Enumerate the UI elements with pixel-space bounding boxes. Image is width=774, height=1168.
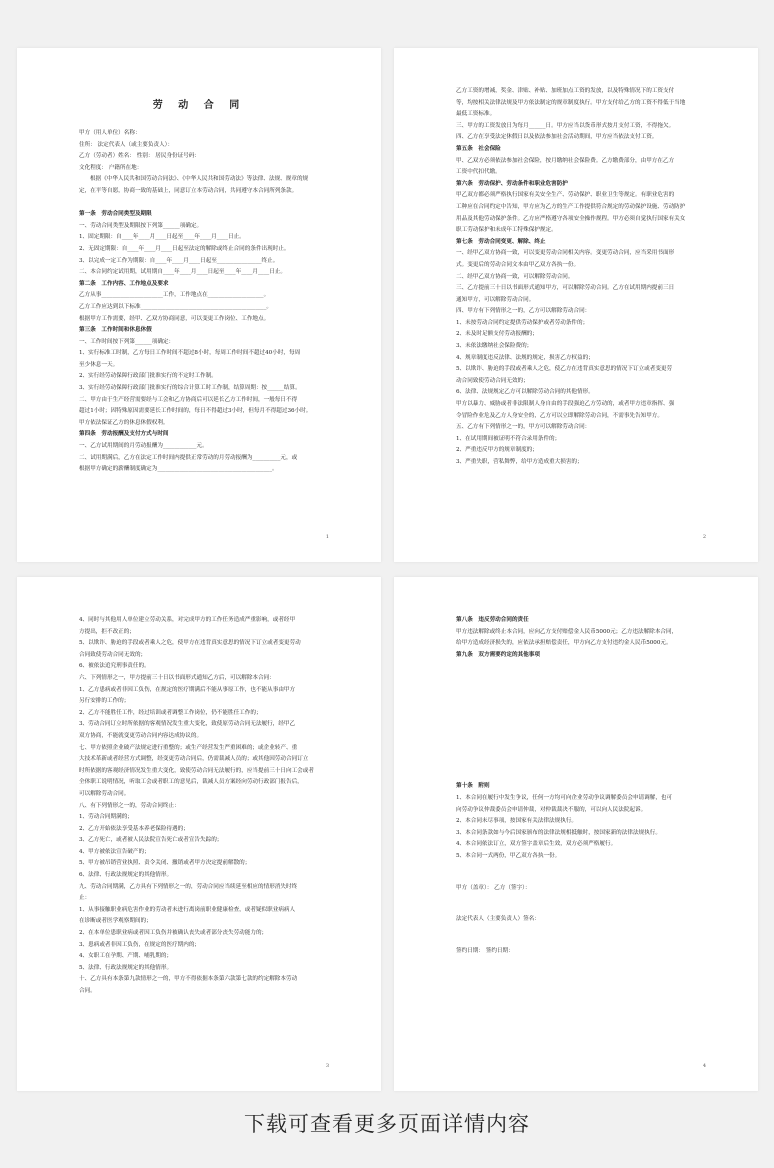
section-heading: 第六条 劳动保护、劳动条件和职业危害防护 [456, 180, 568, 187]
text-line: 止： [79, 895, 91, 902]
signature-line: 法定代表人（主要负责人）签名： [456, 916, 540, 923]
text-line: 可以解除劳动合同。 [79, 790, 130, 797]
text-line: 六、下列情形之一，甲方提前三十日以书面形式通知乙方后，可以解除本合同： [79, 674, 275, 681]
text-line: 一、劳动合同类型及期限按下列第______项确定。 [79, 222, 203, 229]
text-line: 4、女职工在孕期、产期、哺乳期的； [79, 953, 173, 960]
page-number: 2 [702, 534, 706, 540]
section-heading: 第九条 双方需要约定的其他事项 [456, 651, 540, 658]
download-caption: 下载可查看更多页面详情内容 [244, 1112, 530, 1136]
text-line: 方提出，拒不改正的； [79, 628, 135, 635]
text-line: 1、从事接触职业病危害作业的劳动者未进行离岗前职业健康检查，或者疑似职业病病人 [79, 906, 296, 913]
text-line: 四、甲方有下列情形之一的，乙方可以解除劳动合同： [456, 308, 591, 315]
text-line: 超过1小时；因特殊原因需要延长工作时间的，每日不得超过3小时，但每月不得超过36小时。 [79, 408, 312, 415]
text-line: 1、未按劳动合同约定提供劳动保护或者劳动条件的； [456, 319, 589, 326]
text-line: 5、以欺诈、胁迫的手段或者乘人之危，使乙方在违背真实意思的情况下订立或者变更劳 [456, 366, 673, 373]
text-line: 甲、乙双方必须依法参加社会保险，按月缴纳社会保险费。乙方缴费部分，由甲方在乙方 [456, 157, 675, 164]
text-line: 时所依据的客观经济情况发生重大变化，致使劳动合同无法履行的，应当提前三十日向工会或者 [79, 767, 314, 774]
text-line: 九、劳动合同期满，乙方具有下列情形之一的，劳动合同应当续延至相应的情形消失时终 [79, 883, 298, 890]
text-line: 甲乙双方都必须严格执行国家有关安全生产、劳动保护、职业卫生等规定。有职业危害的 [456, 192, 675, 199]
text-line: 乙方（劳动者）姓名： 性别： 居民身份证号码： [79, 153, 201, 160]
section-heading: 第四条 劳动报酬及支付方式与时间 [79, 431, 169, 438]
text-line: 一、乙方试用期间的月劳动报酬为____________元。 [79, 443, 208, 450]
text-line: 合同致使劳动合同无效的； [79, 651, 147, 658]
text-line: 二、经甲乙双方协商一致，可以解除劳动合同。 [456, 273, 574, 280]
text-line: 3、未依法缴纳社会保险费的； [456, 343, 533, 350]
page-number: 4 [702, 1063, 706, 1069]
text-line: 3、乙方死亡，或者被人民法院宣告死亡或者宣告失踪的； [79, 837, 223, 844]
text-line: 工种应在合同约定中告知，甲方应为乙方的生产工作提供符合规定的劳动保护设施、劳动防护 [456, 203, 686, 210]
text-line: 七、甲方依照企业破产法规定进行重整的；或生产经营发生严重困难的；或企业转产、重 [79, 744, 298, 751]
text-line: 二、试用期满后，乙方在法定工作时间内提供正常劳动的月劳动报酬为__________元，或 [79, 454, 298, 461]
page-number: 1 [325, 534, 329, 540]
text-line: 5、甲方被吊销营业执照、责令关闭、撤销或者甲方决定提前解散的； [79, 860, 251, 867]
text-line: 3、以完成一定工作为期限：自____年____月____日起至________________终止。 [79, 257, 279, 264]
text-line: 大技术革新或者经营方式调整，经变更劳动合同后，仍需裁减人员的；或其他因劳动合同订立 [79, 756, 309, 763]
text-line: 二、本合同约定试用期，试用期自____年____月____日起至____年____月____日止。 [79, 269, 286, 276]
text-line: 职工劳动保护和未成年工特殊保护规定。 [456, 227, 557, 234]
text-line: 根据甲方工作需要，经甲、乙双方协商同意，可以变更工作岗位、工作地点。 [79, 315, 270, 322]
text-line: 在诊断或者医学观察期间的； [79, 918, 152, 925]
text-line: 最低工资标准。 [456, 111, 496, 118]
document-title: 劳 动 合 同 [152, 100, 246, 111]
text-line: 1、劳动合同期满的； [79, 814, 133, 821]
blank-space [456, 661, 718, 781]
page-text [79, 615, 341, 998]
text-line: 1、实行标准工时制，乙方每日工作时间不超过8小时，每周工作时间不超过40小时，每周 [79, 350, 301, 357]
text-line: 1、本合同在履行中发生争议，任何一方均可向企业劳动争议调解委员会申请调解，也可 [456, 794, 673, 801]
text-line: 乙方工作应达到以下标准_____________________________________________。 [79, 303, 272, 310]
text-line: 1、乙方患病或者非因工负伤，在规定的医疗期满后不能从事原工作，也不能从事由甲方 [79, 686, 296, 693]
blank-space [456, 926, 718, 946]
document-page-3 [17, 577, 381, 1091]
text-line: 2、乙方不能胜任工作，经过培训或者调整工作岗位，仍不能胜任工作的； [79, 709, 262, 716]
text-line: 双方协商，不能就变更劳动合同内容达成协议的。 [79, 732, 203, 739]
text-line: 2、严重违反甲方的规章制度的； [456, 447, 538, 454]
text-line: 6、被依法追究刑事责任的。 [79, 663, 150, 670]
date-line: 签约日期： 签约日期： [456, 947, 514, 954]
text-line: 3、严重失职，营私舞弊，给甲方造成重大损害的； [456, 459, 583, 465]
text-line: 5、法律、行政法规规定的其他情形。 [79, 964, 173, 971]
text-line: 3、劳动合同订立时所依据的客观情况发生重大变化，致使原劳动合同无法履行，经甲乙 [79, 721, 296, 728]
text-line: 工资中代扣代缴。 [456, 169, 501, 176]
text-line: 八、有下列情形之一的，劳动合同终止： [79, 802, 180, 809]
page-text [456, 615, 718, 957]
text-line: 四、乙方在享受法定休假日以及依法参加社会活动期间，甲方应当依法支付工资。 [456, 134, 658, 141]
document-page-1 [17, 48, 381, 562]
text-line: 根据甲方确定的薪酬制度确定为_________________________________________。 [79, 466, 278, 473]
text-line: 式。变更后的劳动合同文本由甲乙双方各执一份。 [456, 261, 580, 268]
section-heading: 第五条 社会保险 [456, 145, 501, 152]
text-line: 定，在平等自愿，协商一致的基础上，同意订立本劳动合同，共同遵守本合同所列条款。 [79, 187, 298, 194]
text-line: 2、未及时足额支付劳动报酬的； [456, 331, 538, 338]
text-line: 1、固定期限：自____年____月____日起至____年____月____日止。 [79, 234, 245, 241]
text-line: 二、甲方由于生产经营需要经与工会和乙方协商后可以延长乙方工作时间，一般每日不得 [79, 396, 298, 403]
text-line: 另行安排的工作的； [79, 698, 130, 705]
text-line: 5、以欺诈、胁迫的手段或者乘人之危，使甲方在违背真实意思的情况下订立或者变更劳动 [79, 640, 301, 647]
signature-line: 甲方（盖章）： 乙方（签字）： [456, 884, 531, 891]
text-line: 2、实行经劳动保障行政部门批准实行的不定时工作制。 [79, 373, 217, 380]
section-heading: 第二条 工作内容、工作地点及要求 [79, 280, 169, 287]
text-line: 住所： 法定代表人（或主要负责人）： [79, 141, 174, 148]
text-line: 甲方以暴力、威胁或者非法限制人身自由的手段强迫乙方劳动的，或者甲方违章指挥、强 [456, 401, 675, 408]
section-heading: 第七条 劳动合同变更、解除、终止 [456, 238, 546, 245]
text-line: 十、乙方具有本条第九款情形之一的，甲方不得依据本条第六款第七款的约定解除本劳动 [79, 976, 298, 983]
text-line: 1、在试用期间被证明不符合录用条件的； [456, 435, 561, 442]
page-text [456, 86, 718, 469]
text-line: 根据《中华人民共和国劳动合同法》、《中华人民共和国劳动法》等法律、法规、规章的规 [90, 176, 309, 183]
text-line: 等，均按相关法律法规及甲方依法制定的规章制度执行。甲方支付给乙方的工资不得低于当地 [456, 99, 686, 106]
blank-space [456, 863, 718, 883]
text-line: 给甲方造成经济损失的，应依法承担赔偿责任，甲方向乙方支付违约金人民币5000元。 [456, 640, 672, 647]
text-line: 文化程度： 户籍所在地： [79, 164, 143, 171]
text-line: 一、工作时间按下列第______项确定： [79, 338, 175, 345]
text-line: 令冒险作业危及乙方人身安全的，乙方可以立即解除劳动合同，不需事先告知甲方。 [456, 412, 663, 419]
text-line: 6、法律、行政法规规定的其他情形。 [79, 872, 173, 879]
text-line: 三、乙方提前三十日以书面形式通知甲方，可以解除劳动合同。乙方在试用期内提前三日 [456, 285, 675, 292]
text-line: 一、经甲乙双方协商一致，可以变更劳动合同相关内容。变更劳动合同，应当采用书面形 [456, 250, 675, 257]
text-line: 至少休息一天。 [79, 361, 119, 368]
text-line: 甲方依法保证乙方的休息休假权利。 [79, 419, 169, 426]
text-line: 4、本合同依法订立，双方签字盖章后生效，双方必须严格履行。 [456, 841, 617, 848]
text-line: 2、在本单位患职业病或者因工负伤并被确认丧失或者部分丧失劳动能力的； [79, 930, 268, 937]
text-line: 甲方（用人单位）名称： [79, 130, 141, 136]
text-line: 2、本合同未尽事项，按国家有关法律法规执行。 [456, 818, 578, 825]
section-heading: 第八条 违反劳动合同的责任 [456, 617, 529, 623]
section-heading: 第三条 工作时间和休息休假 [79, 327, 152, 334]
page-number: 3 [325, 1063, 329, 1069]
text-line: 合同。 [79, 988, 96, 994]
text-line: 3、实行经劳动保障行政部门批准实行的综合计算工时工作制，结算周期：按______结算。 [79, 385, 301, 392]
text-line: 3、患病或者非因工负伤，在规定的医疗期内的； [79, 941, 201, 948]
text-line: 3、本合同条款如与今后国家颁布的法律法规相抵触时，按国家新的法律法规执行。 [456, 829, 661, 836]
text-line: 2、乙方开始依法享受基本养老保险待遇的； [79, 825, 189, 832]
blank-space [456, 894, 718, 914]
text-line: 乙方从事______________________工作，工作地点在____________________。 [79, 292, 270, 299]
text-line: 向劳动争议仲裁委员会申请仲裁，对仲裁裁决不服的，可以向人民法院起诉。 [456, 806, 647, 813]
text-line: 甲方违法解除或终止本合同，应向乙方支付赔偿金人民币5000元；乙方违法解除本合同， [456, 628, 678, 635]
text-line: 4、同时与其他用人单位建立劳动关系，对完成甲方的工作任务造成严重影响，或者经甲 [79, 617, 296, 623]
text-line: 通知甲方，可以解除劳动合同。 [456, 296, 535, 303]
document-page-4 [394, 577, 758, 1091]
text-line: 6、法律、法规规定乙方可以解除劳动合同的其他情形。 [456, 389, 594, 396]
text-line: 乙方工资的增减，奖金、津贴、补贴、加班加点工资的发放，以及特殊情况下的工资支付 [456, 88, 675, 94]
text-line: 全体职工说明情况，听取工会或者职工的意见后，裁减人员方案经向劳动行政部门报告后， [79, 779, 303, 786]
text-line [79, 198, 341, 210]
document-page-2 [394, 48, 758, 562]
text-line: 2、无固定期限：自____年____月____日起至法定的解除或终止合同的条件出现时止。 [79, 245, 290, 252]
section-heading: 第十条 附则 [456, 783, 490, 790]
text-line: 4、甲方被依法宣告破产的； [79, 848, 150, 855]
text-line: 用品及其他劳动保护条件。乙方应严格遵守各项安全操作规程。甲方必须自觉执行国家有关女 [456, 215, 686, 222]
page-text [79, 128, 341, 476]
text-line: 三、甲方的工资发放日为每月______日。甲方应当以货币形式按月支付工资，不得拖欠。 [456, 122, 675, 129]
text-line: 4、规章制度违反法律、法规的规定，损害乙方权益的； [456, 354, 594, 361]
text-line: 动合同致使劳动合同无效的； [456, 377, 529, 384]
text-line: 五、乙方有下列情形之一的，甲方可以解除劳动合同： [456, 424, 591, 431]
text-line: 5、本合同一式两份，甲乙双方各执一份。 [456, 852, 561, 859]
section-heading: 第一条 劳动合同类型及期限 [79, 211, 152, 218]
